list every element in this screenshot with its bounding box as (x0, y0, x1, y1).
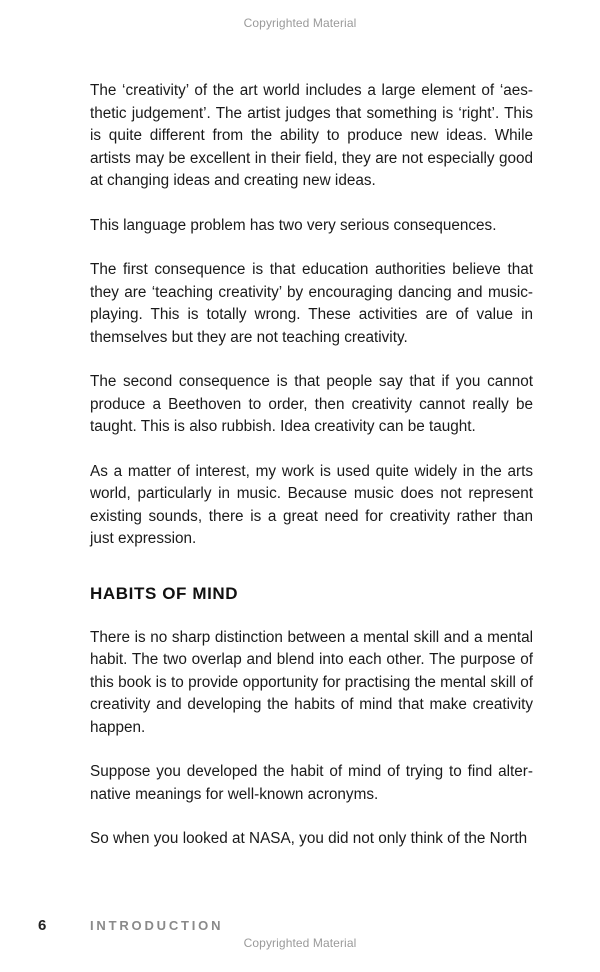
paragraph-acronyms: Suppose you developed the habit of mind of trying to find alternative meanings for well-known acronyms. (90, 763, 533, 803)
page-body (90, 80, 533, 873)
running-head: INTRODUCTION (90, 918, 224, 933)
paragraph-second-consequence: The second consequence is that people say that if you cannot produce a Beethoven to order, then creativity cannot really be taught. This is also rubbish. Idea creativity can be taught. (90, 373, 533, 435)
paragraph-arts-world: As a matter of interest, my work is used quite widely in the arts world, particularly in music. Because music does not represent existing sounds, there is a great need for creativity rather than just expression. (90, 462, 533, 547)
page-footer (38, 917, 223, 937)
watermark-top: Copyrighted Material (243, 16, 357, 30)
section-heading: HABITS OF MIND (90, 583, 239, 603)
paragraph-first-consequence: The first consequence is that education authorities believe that they are ‘teaching creativity’ by encouraging dancing and musicplaying. This is totally wrong. These activities are of value in themselves but they are not teaching creativity. (90, 261, 533, 346)
watermark-bottom: Copyrighted Material (243, 936, 357, 950)
paragraph-aesthetic-judgement: The ‘creativity’ of the art world includes a large element of ‘aesthetic judgement’. The artist judges that something is ‘right’. This is quite different from the ability to produce new ideas. While artists may be excellent in their field, they are not especially good at changing ideas and creating new ideas. (90, 82, 533, 189)
paragraph-skill-vs-habit: There is no sharp distinction between a mental skill and a mental habit. The two overlap and blend into each other. The purpose of this book is to provide opportunity for practising the mental skill of creativity and developing the habits of mind that make creativity happen. (90, 628, 533, 736)
paragraph-nasa: So when you looked at NASA, you did not only think of the North (90, 830, 528, 847)
page-number: 6 (38, 917, 47, 934)
paragraph-language-problem: This language problem has two very serious consequences. (90, 216, 497, 234)
